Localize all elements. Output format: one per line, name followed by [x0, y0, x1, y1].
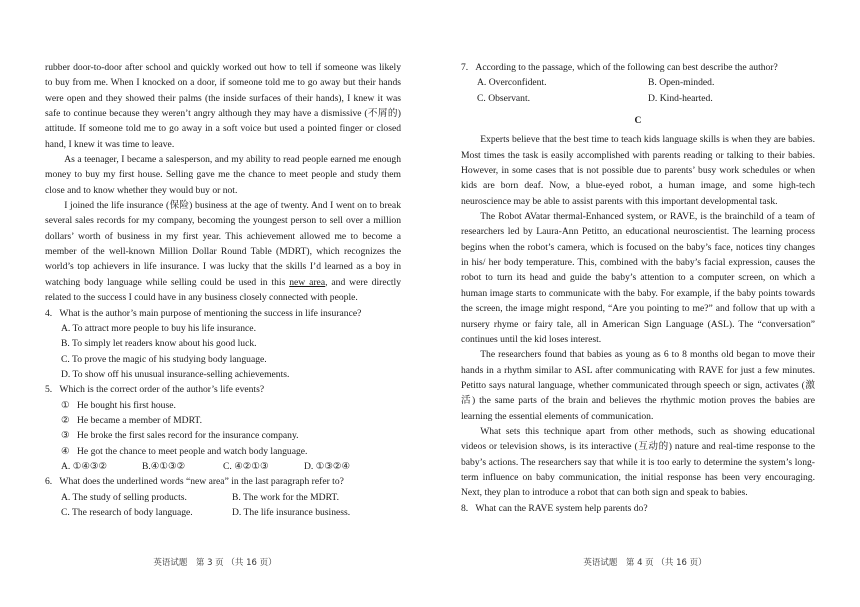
- page-footer-left: 英语试题 第 3 页 （共 16 页）: [153, 558, 277, 568]
- underlined-new-area: new area: [289, 276, 326, 288]
- question-number: 5.: [45, 384, 53, 396]
- left-column: [45, 60, 401, 520]
- paragraph-2: As a teenager, I became a salesperson, and my ability to read people earned me enough money to buy my first house. Selling gave me the chance to meet people and study them close and to know whether they would buy or not.: [45, 154, 401, 196]
- question-text: According to the passage, which of the following can best describe the author?: [475, 62, 778, 73]
- q4-option-a: A. To attract more people to buy his life insurance.: [61, 322, 256, 334]
- right-column: [461, 60, 815, 516]
- event-mark: ④: [61, 445, 70, 457]
- passage-c-paragraph-2: The Robot AVatar thermal-Enhanced system, or RAVE, is the brainchild of a team of researchers led by Laura-Ann Petitto, an educational neuroscientist. The learning process begins when the robot’s camera, which is focused on the baby’s face, notices tiny changes in his/ her body temperature. This, combined with the baby’s facial expression, causes the robot to turn its head and guide the baby’s attention to a computer screen, on which a human image starts to communicate with the baby. For example, if the baby points towards the screen, the image might respond, “Are you pointing to me?” and follow that up with a nursery rhyme or fairy tale, all in American Sign Language (ASL). The “conversation” continues until the kid loses interest.: [461, 211, 815, 345]
- q5-options: [45, 459, 401, 474]
- q6-option-d: D. The life insurance business.: [232, 506, 351, 518]
- q5-event-4: [45, 444, 401, 459]
- question-number: 8.: [461, 502, 469, 514]
- question-number: 6.: [45, 476, 53, 488]
- event-text: He got the chance to meet people and watch body language.: [77, 445, 308, 457]
- q6-options-row-1: [45, 490, 401, 505]
- question-text: What is the author’s main purpose of mentioning the success in life insurance?: [59, 307, 362, 319]
- page-footer-right: 英语试题 第 4 页 （共 16 页）: [583, 558, 707, 568]
- question-7: [461, 60, 815, 75]
- event-text: He broke the first sales record for the insurance company.: [77, 430, 299, 442]
- q6-option-b: B. The work for the MDRT.: [232, 491, 339, 503]
- event-mark: ②: [61, 414, 70, 426]
- q5-option-a: A. ①④③②: [61, 460, 108, 472]
- section-heading: C: [634, 115, 642, 127]
- question-4: [45, 306, 401, 321]
- question-text: Which is the correct order of the author’s life events?: [59, 384, 265, 396]
- paragraph-3: [45, 198, 401, 305]
- paragraph-3-part-a: I joined the life insurance (保险) business at the age of twenty. And I went on to break several sales records for my company, becoming the youngest person to sell over a million dollars’ worth of business in my first year. This achievement allowed me to become a member of the well-known Million Dollar Round Table (MDRT), which recognizes the world’s top achievers in life insurance. I was lucky that the skills I’d learned as a boy in watching body language while selling could be used in this: [45, 200, 401, 288]
- passage-c-paragraph-4: What sets this technique apart from other methods, such as showing educational videos or television shows, is its interactive (互动的) nature and real-time response to the baby’s actions. The researchers say that while it is too early to determine the system’s long-term influence on baby communication, the initial response has been very encouraging. Next, they plan to introduce a robot that can both sign and speak to babies.: [461, 425, 815, 499]
- q7-option-a: A. Overconfident.: [477, 77, 547, 89]
- q7-options-row-2: [461, 91, 815, 106]
- passage-c-paragraph-3: The researchers found that babies as young as 6 to 8 months old began to move their hands in a rhythm similar to ASL after communicating with RAVE for just a few minutes. Petitto says natural language, whether communicated through speech or sign, activates (激活) the same parts of the brain and believes the rhythmic motion proves the babies are learning the essential elements of communication.: [461, 349, 815, 422]
- q5-option-c: C. ④②①③: [223, 460, 269, 472]
- passage-c-paragraph-1: Experts believe that the best time to teach kids language skills is when they are babies. Most times the task is easily accomplished with parents reading or talking to their babies. However, in some cases that is not possible due to parents’ busy work schedules or when kids are born deaf. Now, a blue-eyed robot, a human image, and some high-tech neuroscience may be able to assist parents with this important developmental task.: [461, 134, 815, 207]
- q5-event-2: [45, 413, 401, 428]
- q4-option-c: C. To prove the magic of his studying body language.: [61, 353, 267, 365]
- event-text: He became a member of MDRT.: [77, 414, 202, 426]
- q5-option-b: B.④①③②: [142, 460, 186, 472]
- question-number: 7.: [461, 62, 469, 73]
- q6-option-a: A. The study of selling products.: [61, 491, 187, 503]
- q5-event-1: [45, 398, 401, 413]
- q7-options-row-1: [461, 75, 815, 90]
- event-text: He bought his first house.: [77, 399, 176, 411]
- q6-option-c: C. The research of body language.: [61, 506, 193, 518]
- q6-options-row-2: [45, 505, 401, 520]
- q5-event-3: [45, 428, 401, 443]
- q5-option-d: D. ①③②④: [304, 460, 351, 472]
- q7-option-b: B. Open-minded.: [648, 77, 715, 89]
- event-mark: ③: [61, 430, 70, 442]
- question-text: What does the underlined words “new area” in the last paragraph refer to?: [59, 476, 344, 488]
- paragraph-3-part-b: , and were directly related to the success I could have in any business closely connected with people.: [45, 276, 401, 304]
- question-6: [45, 474, 401, 489]
- question-8: [461, 501, 815, 516]
- question-number: 4.: [45, 307, 53, 319]
- paragraph-1: rubber door-to-door after school and quickly worked out how to tell if someone was likely to buy from me. When I knocked on a door, if someone told me to go away but their hands were open and they showed their palms (the inside surfaces of their hands), I knew it was safe to continue because they weren’t angry although they may have a dismissive (不屑的) attitude. If someone told me to go away in a soft voice but used a pointed finger or closed hand, I knew it was time to leave.: [45, 62, 401, 150]
- question-5: [45, 382, 401, 397]
- q7-option-d: D. Kind-hearted.: [648, 92, 713, 104]
- q7-option-c: C. Observant.: [477, 92, 531, 104]
- q4-option-d: D. To show off his unusual insurance-selling achievements.: [61, 368, 290, 380]
- question-text: What can the RAVE system help parents do?: [475, 502, 648, 514]
- event-mark: ①: [61, 399, 70, 411]
- q4-option-b: B. To simply let readers know about his good luck.: [61, 338, 257, 350]
